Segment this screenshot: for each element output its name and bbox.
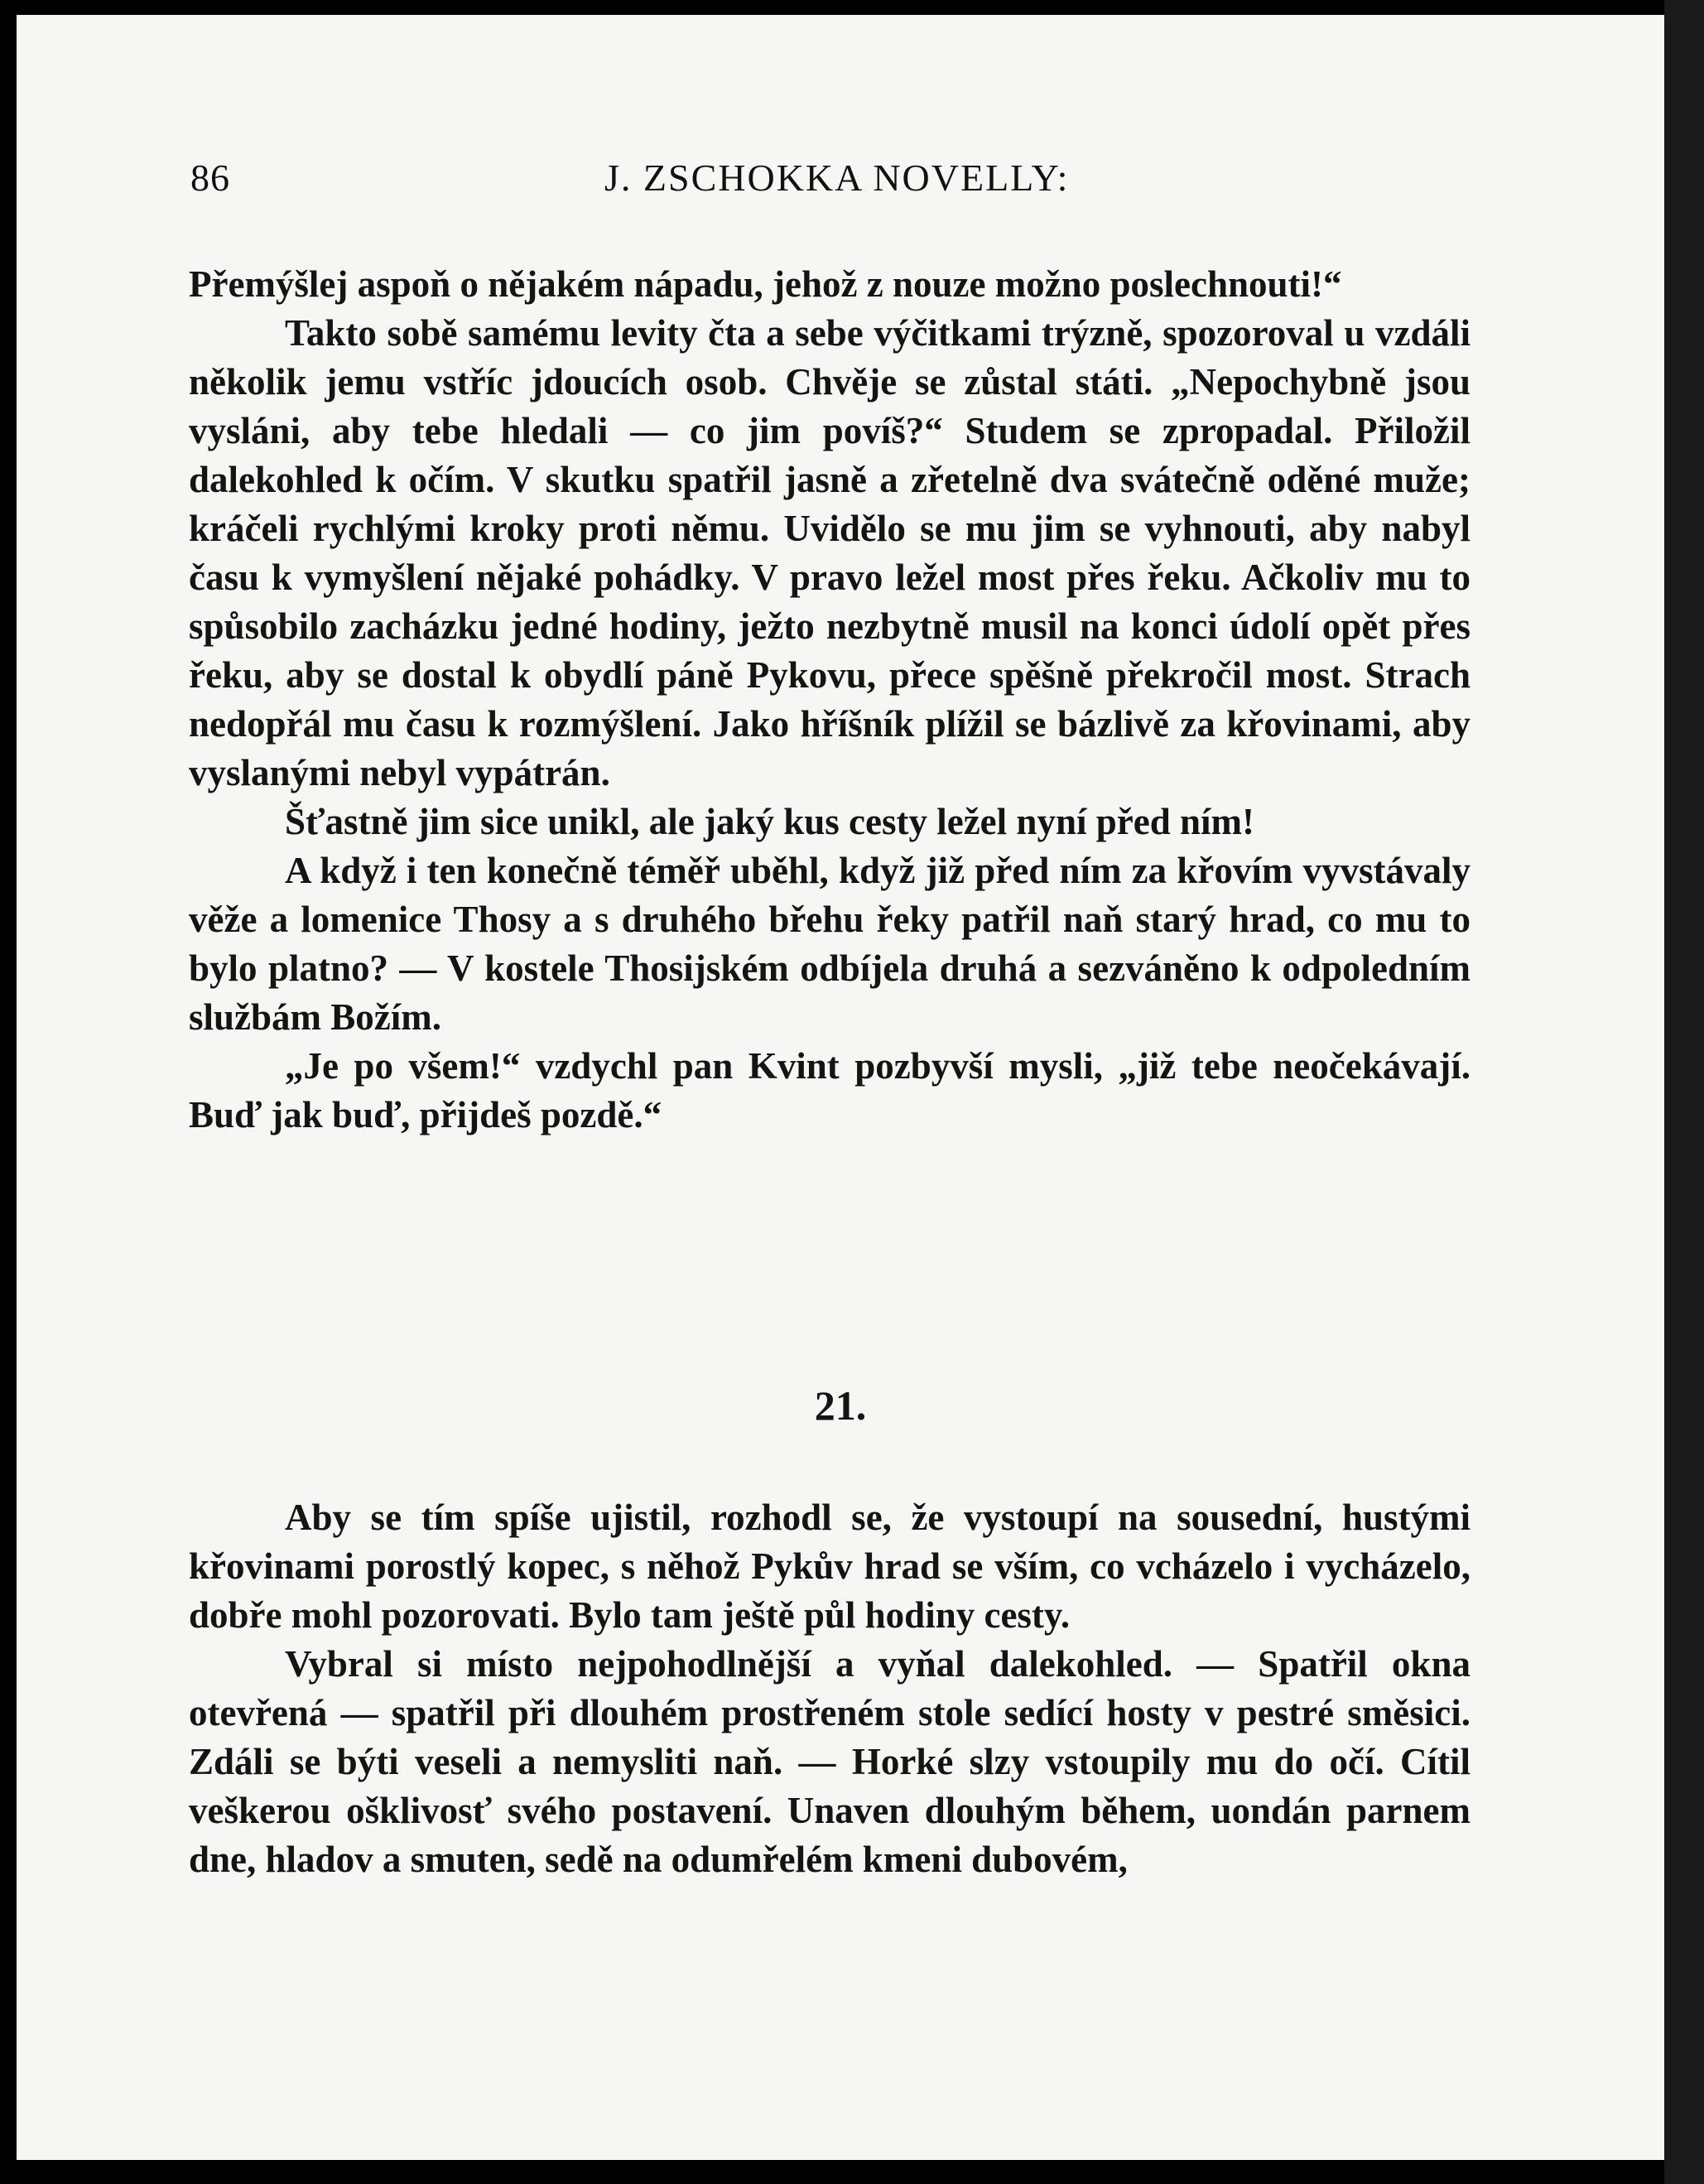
page-number: 86 (190, 157, 230, 199)
paragraph: Vybral si místo nejpohodlnější a vyňal dalekohled. — Spatřil okna otevřená — spatřil při dlouhém prostřeném stole sedící hosty v pestré směsici. Zdáli se býti veseli a nemysliti naň. — Horké slzy vstoupily mu do očí. Cítil veškerou ošklivosť svého postavení. Unaven dlouhým během, uondán parnem dne, hladov a smuten, sedě na odumřelém kmeni dubovém, (189, 1643, 1471, 1880)
paragraph: Šťastně jim sice unikl, ale jaký kus cesty ležel nyní před ním! (285, 801, 1254, 842)
chapter-number: 21. (814, 1382, 867, 1429)
paragraph: Aby se tím spíše ujistil, rozhodl se, že vystoupí na sousední, hustými křovinami porostlý kopec, s něhož Pykův hrad se vším, co vcházelo i vycházelo, dobře mohl pozorovati. Bylo tam ještě půl hodiny cesty. (189, 1497, 1471, 1636)
page-binding-edge (1664, 0, 1704, 2184)
paragraph: A když i ten konečně téměř uběhl, když již před ním za křovím vyvstávaly věže a lomenice Thosy a s druhého břehu řeky patřil naň starý hrad, co mu to bylo platno? — V kostele Thosijském odbíjela druhá a sezváněno k odpoledním službám Božím. (189, 850, 1471, 1038)
paragraph: „Je po všem!“ vzdychl pan Kvint pozbyvší mysli, „již tebe neočekávají. Buď jak buď, přijdeš pozdě.“ (189, 1045, 1471, 1135)
page-header (190, 147, 1466, 214)
section-2-text (189, 1493, 1471, 1884)
running-title: J. ZSCHOKKA NOVELLY: (604, 157, 1070, 199)
section-1-text (189, 260, 1471, 1140)
paragraph: Přemýšlej aspoň o nějakém nápadu, jehož z nouze možno poslechnouti!“ (189, 263, 1342, 305)
book-page (17, 15, 1664, 2160)
paragraph: Takto sobě samému levity čta a sebe výčitkami trýzně, spozoroval u vzdáli několik jemu vstříc jdoucích osob. Chvěje se zůstal státi. „Nepochybně jsou vysláni, aby tebe hledali — co jim povíš?“ Studem se zpropadal. Přiložil dalekohled k očím. V skutku spatřil jasně a zřetelně dva svátečně oděné muže; kráčeli rychlými kroky proti němu. Uvidělo se mu jim se vyhnouti, aby nabyl času k vymyšlení nějaké pohádky. V pravo ležel most přes řeku. Ačkoliv mu to spůsobilo zacházku jedné hodiny, ježto nezbytně musil na konci údolí opět přes řeku, aby se dostal k obydlí páně Pykovu, přece spěšně překročil most. Strach nedopřál mu času k rozmýšlení. Jako hříšník plížil se bázlivě za křovinami, aby vyslanými nebyl vypátrán. (189, 312, 1471, 793)
